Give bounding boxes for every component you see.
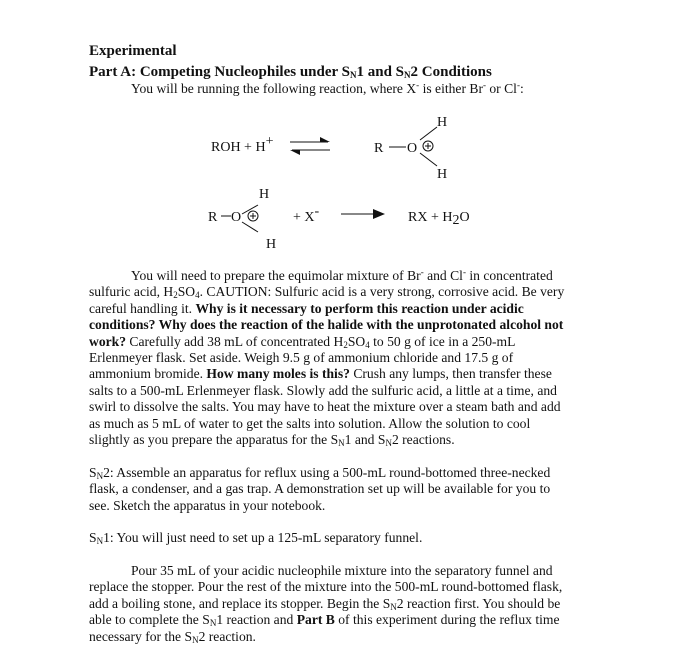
reaction-1 bbox=[211, 115, 447, 182]
preparation-paragraph: You will need to prepare the equimolar mixture of Br- and Cl- in concentrated sulfuric acid, $H_2SO_4$. CAUTION: Sulfuric acid is a very strong, corrosive acid. Be very careful handling it. Why is it necessary to perform this reaction under acidic conditions? Why does the reaction of the halide with the unprotonated alcohol not work? Carefully add 38 mL of concentrated $H_2SO_4$ to 50 g of ice in a 250-mL Erlenmeyer flask. Set aside. Weigh 9.5 g of ammonium chloride and 17.5 g of ammonium bromide. How many moles is this? Crush any lumps, then transfer these salts to a 500-mL Erlenmeyer flask. Slowly add the sulfuric acid, a little at a time, and swirl to dissolve the salts. You may have to heat the mixture over a steam bath and add as much as 5 mL of water to get the salts into solution. Allow the solution to cool slightly as you prepare the apparatus for the $S_N1$ and $S_N2$ reactions. bbox=[89, 267, 565, 449]
products: RX + H2O bbox=[408, 210, 470, 228]
oxonium-h-bottom: H bbox=[437, 167, 448, 182]
plus-halide: + X- bbox=[293, 204, 320, 225]
sn1-apparatus-paragraph: $S_N1$: You will just need to set up a 125-mL separatory funnel. bbox=[89, 530, 423, 546]
reactant-roh: ROH + H+ bbox=[211, 134, 274, 155]
part-a-heading: Part A: Competing Nucleophiles under $S_N1$ and $S_N2$ Conditions bbox=[89, 64, 492, 80]
oxonium2-o: O bbox=[231, 210, 242, 225]
oxonium2-h-top: H bbox=[259, 187, 270, 202]
equilibrium-arrow-icon bbox=[290, 137, 330, 155]
procedure-paragraph: Pour 35 mL of your acidic nucleophile mixture into the separatory funnel and replace the stopper. Pour the rest of the mixture into the 500-mL round-bottomed flask, add a boiling stone, and replace its stopper. Begin the $S_N2$ reaction first. You should be able to complete the $S_N1$ reaction and Part B of this experiment during the reflux time necessary for the $S_N2$ reaction. bbox=[89, 563, 563, 645]
forward-arrow-icon bbox=[341, 209, 385, 219]
section-title: Experimental bbox=[89, 43, 177, 59]
oxonium-r: R bbox=[374, 141, 384, 156]
o-h-bond-bottom bbox=[420, 153, 437, 166]
oxonium2-h-bottom: H bbox=[266, 237, 277, 252]
intro-sentence: You will be running the following reaction, where X- is either Br- or Cl-: bbox=[131, 80, 524, 96]
o-h-bond-bottom-2 bbox=[242, 222, 258, 232]
oxonium-h-top: H bbox=[437, 115, 448, 130]
reaction-scheme bbox=[0, 0, 700, 270]
o-h-bond-top bbox=[420, 127, 437, 140]
o-h-bond-top-2 bbox=[242, 205, 258, 214]
oxonium-o: O bbox=[407, 141, 418, 156]
oxonium2-r: R bbox=[208, 210, 218, 225]
sn2-apparatus-paragraph: $S_N2$: Assemble an apparatus for reflux using a 500-mL round-bottomed three-necked flask, a condenser, and a gas trap. A demonstration set up will be available for you to see. Sketch the apparatus in your notebook. bbox=[89, 465, 551, 513]
reaction-2 bbox=[208, 187, 470, 252]
